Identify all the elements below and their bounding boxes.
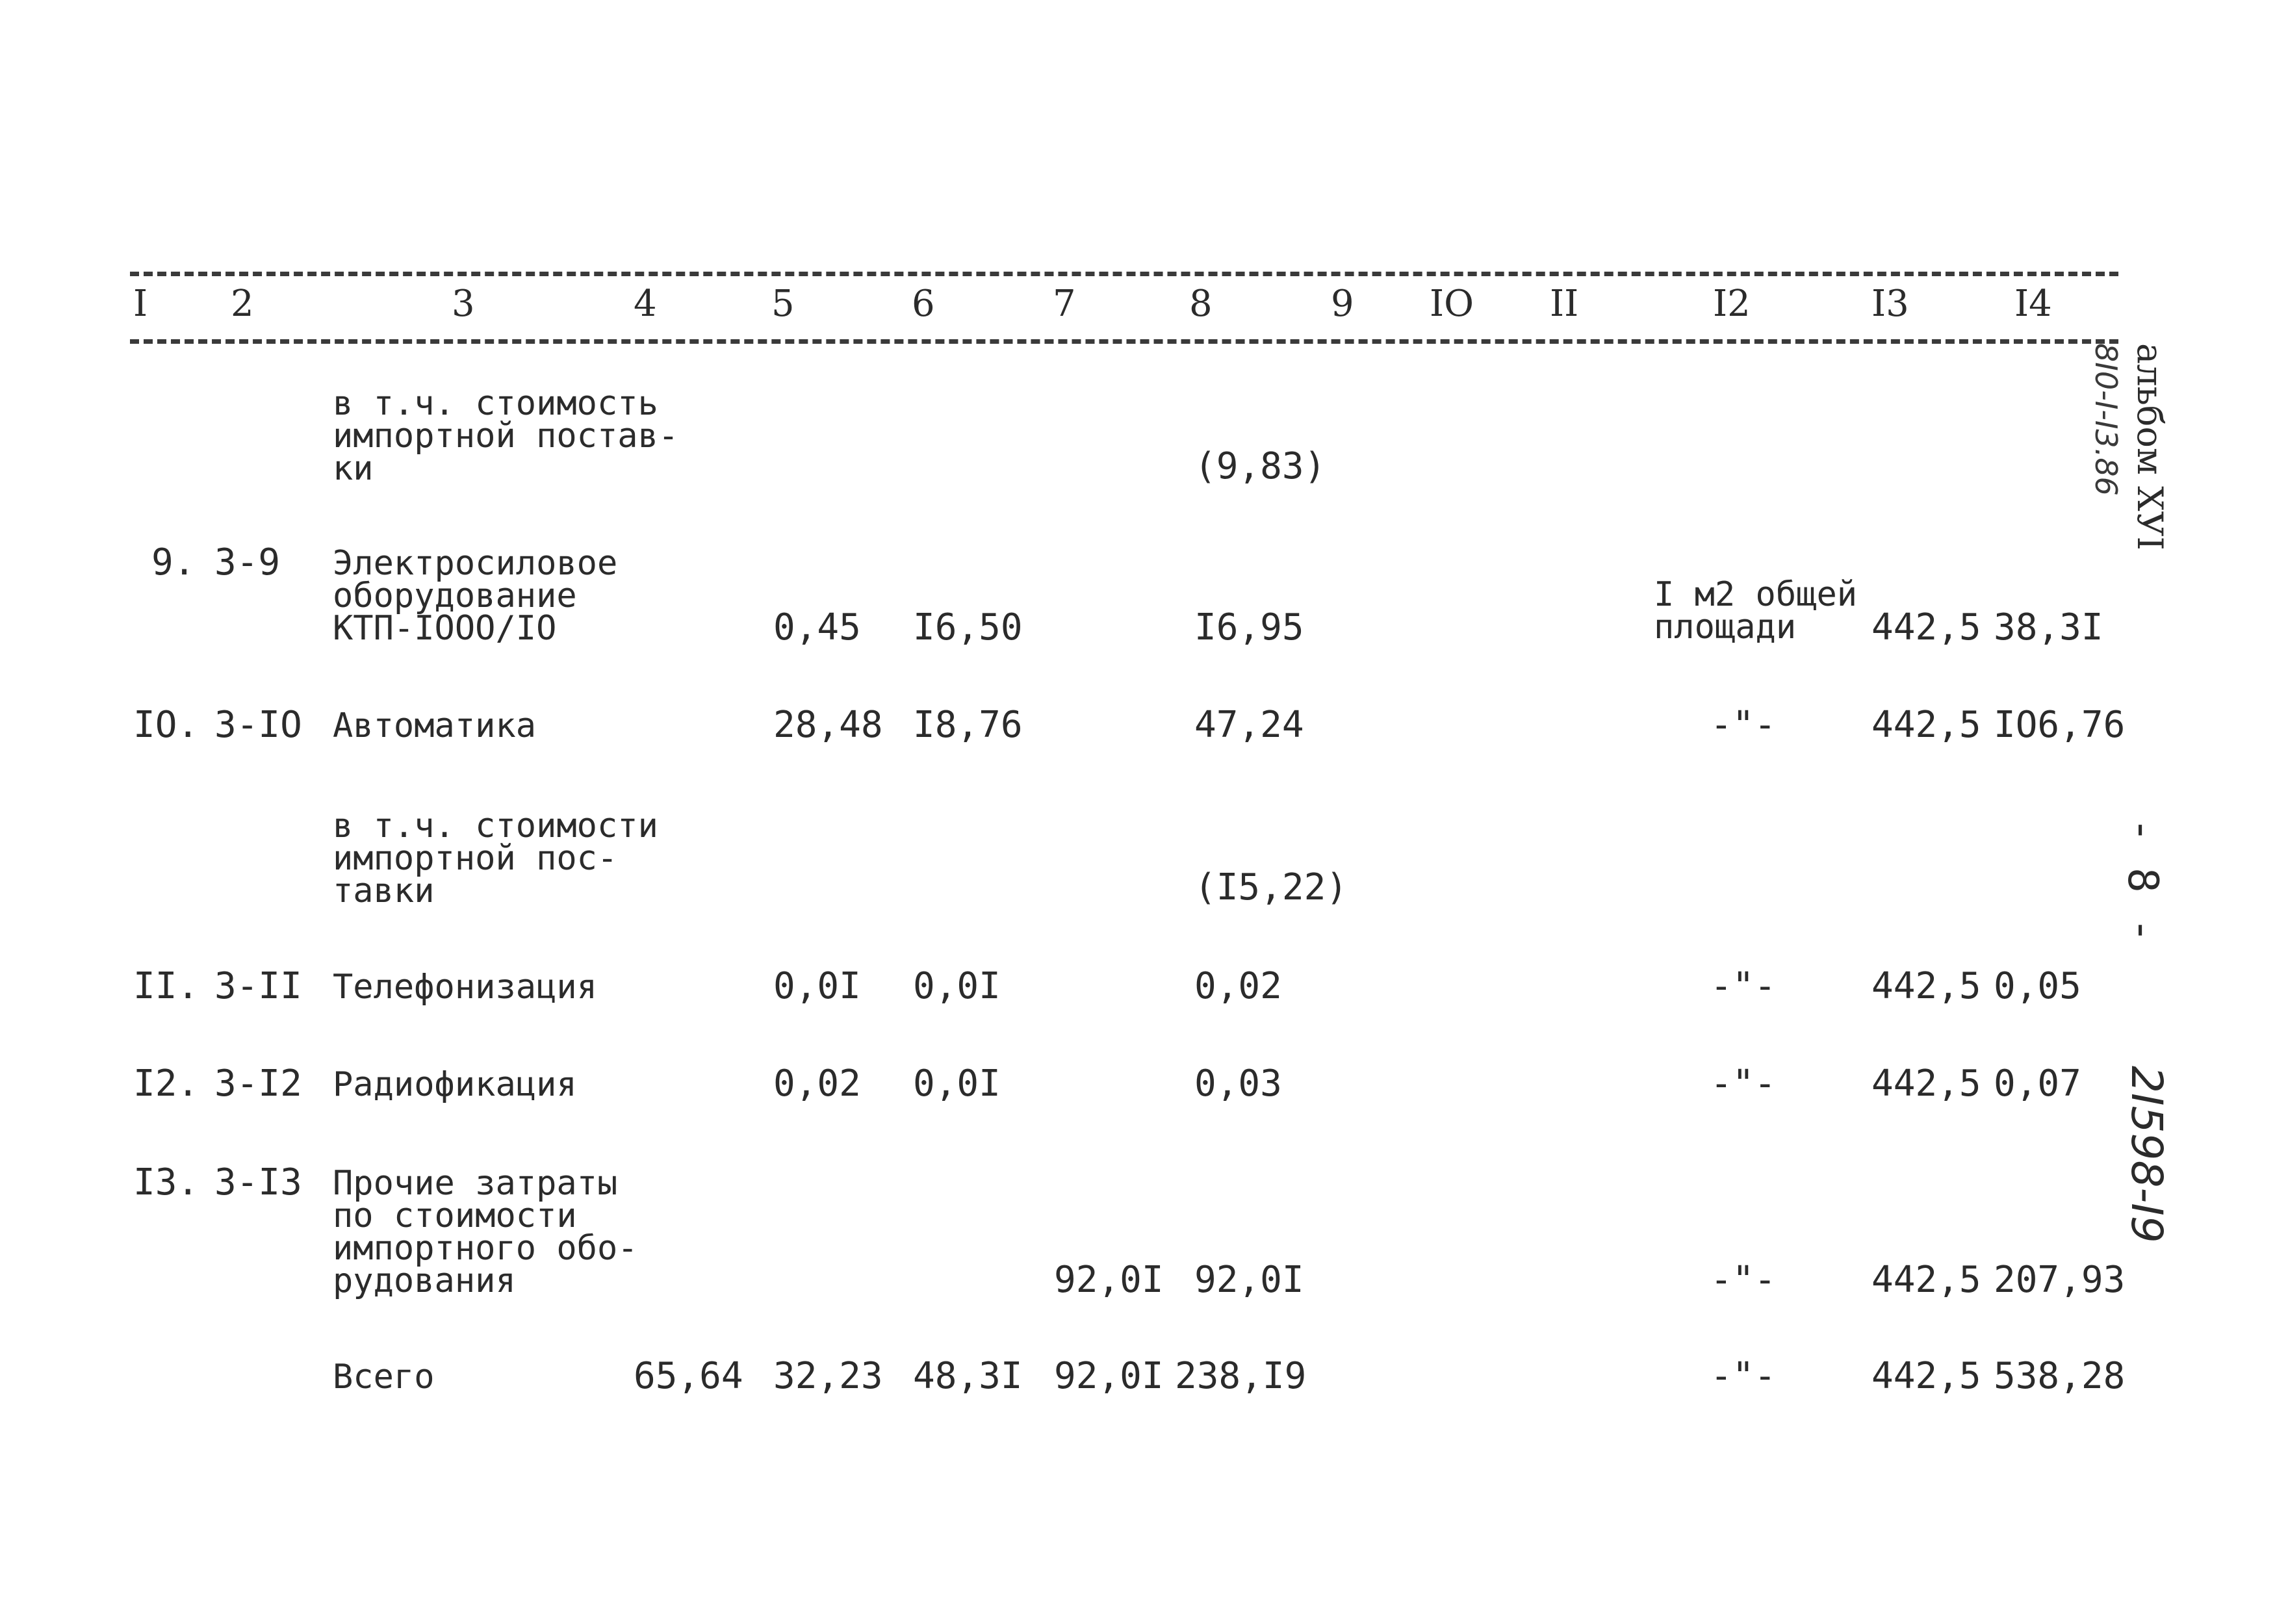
cell-col14: 0,05 xyxy=(1994,965,2081,1007)
row-code: 3-9 xyxy=(214,541,281,584)
cell-col8: (I5,22) xyxy=(1194,866,1348,909)
row-description: Автоматика xyxy=(333,706,537,745)
cell-col14: 207,93 xyxy=(1994,1259,2126,1301)
col-header-6: 6 xyxy=(912,283,935,325)
cell-col12: -"- xyxy=(1710,1259,1777,1301)
row-code: 3-I2 xyxy=(214,1063,302,1105)
cell-col8: 238,I9 xyxy=(1175,1355,1307,1397)
cell-col5: 0,02 xyxy=(773,1063,861,1105)
cell-col13: 442,5 xyxy=(1871,1259,1981,1301)
row-number: I2. xyxy=(133,1063,199,1105)
cell-col4: 65,64 xyxy=(634,1355,743,1397)
header-bottom-rule xyxy=(130,339,2118,344)
row-code: 3-IO xyxy=(214,704,302,746)
col-header-12: I2 xyxy=(1713,283,1751,325)
cell-col6: I6,50 xyxy=(913,606,1023,649)
cell-col12: -"- xyxy=(1710,1063,1777,1105)
cell-col7: 92,0I xyxy=(1054,1259,1164,1301)
cell-col12: -"- xyxy=(1710,704,1777,746)
col-header-1: I xyxy=(133,283,148,325)
cell-col8: (9,83) xyxy=(1194,445,1326,487)
cell-col14: 0,07 xyxy=(1994,1063,2081,1105)
col-header-7: 7 xyxy=(1053,283,1076,325)
cell-col8: 0,03 xyxy=(1194,1063,1282,1105)
header-top-rule xyxy=(130,272,2118,276)
col-header-14: I4 xyxy=(2014,283,2052,325)
row-code: 3-I3 xyxy=(214,1161,302,1204)
row-description: Электросиловое оборудование КТП-IOOO/IO xyxy=(333,544,618,648)
cell-col5: 32,23 xyxy=(773,1355,883,1397)
row-number: IO. xyxy=(133,704,199,746)
row-code: 3-II xyxy=(214,965,302,1007)
cell-col14: 538,28 xyxy=(1994,1355,2126,1397)
col-header-10: IO xyxy=(1430,283,1474,325)
cell-col6: 0,0I xyxy=(913,965,1001,1007)
col-header-8: 8 xyxy=(1189,283,1213,325)
album-label: альбом XУI xyxy=(2129,343,2170,550)
cell-col8: 92,0I xyxy=(1194,1259,1304,1301)
cell-col13: 442,5 xyxy=(1871,606,1981,649)
row-number: I3. xyxy=(133,1161,199,1204)
document-code: 8I0-I-I3.86 xyxy=(2089,343,2124,496)
col-header-9: 9 xyxy=(1331,283,1354,325)
cell-col13: 442,5 xyxy=(1871,1355,1981,1397)
row-description: в т.ч. стоимость импортной постав- ки xyxy=(333,384,679,488)
row-number: 9. xyxy=(151,541,196,584)
row-description: Радиофикация xyxy=(333,1065,577,1104)
row-description: в т.ч. стоимости импортной пос- тавки xyxy=(333,806,658,910)
col-header-13: I3 xyxy=(1871,283,1909,325)
row-description: Прочие затраты по стоимости импортного обо- рудования xyxy=(333,1164,638,1300)
page-number: - 8 - xyxy=(2118,818,2166,943)
col-header-3: 3 xyxy=(452,283,475,325)
cell-col8: I6,95 xyxy=(1194,606,1304,649)
cell-col12: I м2 общей площади xyxy=(1654,575,1858,647)
cell-col12: -"- xyxy=(1710,965,1777,1007)
cell-col12: -"- xyxy=(1710,1355,1777,1397)
col-header-11: II xyxy=(1550,283,1579,325)
cell-col14: IO6,76 xyxy=(1994,704,2126,746)
cell-col6: 0,0I xyxy=(913,1063,1001,1105)
col-header-2: 2 xyxy=(231,283,254,325)
cell-col7: 92,0I xyxy=(1054,1355,1164,1397)
row-description: Телефонизация xyxy=(333,968,597,1007)
row-description: Всего xyxy=(333,1358,435,1397)
cell-col5: 0,45 xyxy=(773,606,861,649)
cell-col13: 442,5 xyxy=(1871,1063,1981,1105)
col-header-5: 5 xyxy=(771,283,795,325)
cell-col5: 0,0I xyxy=(773,965,861,1007)
cell-col5: 28,48 xyxy=(773,704,883,746)
row-number: II. xyxy=(133,965,199,1007)
cell-col8: 0,02 xyxy=(1194,965,1282,1007)
col-header-4: 4 xyxy=(634,283,657,325)
archive-number: 2I598-I9 xyxy=(2122,1066,2172,1243)
cell-col13: 442,5 xyxy=(1871,965,1981,1007)
cell-col14: 38,3I xyxy=(1994,606,2103,649)
cell-col13: 442,5 xyxy=(1871,704,1981,746)
cell-col8: 47,24 xyxy=(1194,704,1304,746)
cell-col6: 48,3I xyxy=(913,1355,1023,1397)
cell-col6: I8,76 xyxy=(913,704,1023,746)
